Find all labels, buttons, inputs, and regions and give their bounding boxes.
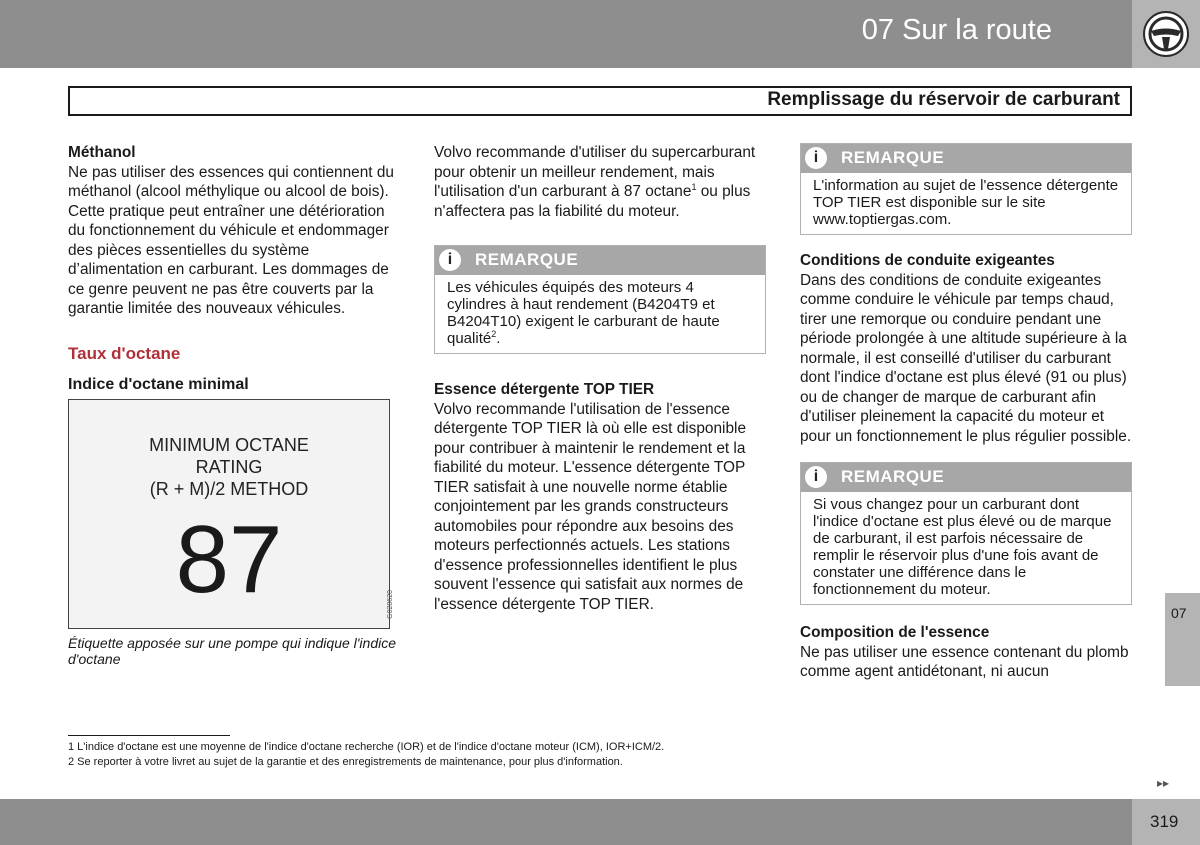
- note-body: Les véhicules équipés des moteurs 4 cylindres à haut rendement (B4204T9 et B4204T10) exigent le carburant de haute qualité$^2$.: [447, 279, 720, 347]
- methanol-text: Ne pas utiliser des essences qui contiennent du méthanol (alcool méthylique ou alcool de bois). Cette pratique peut entraîner une détérioration du fonctionnement du véhicule et endommager des pièces essentielles du système d’alimentation en carburant. Les dommages de ce genre peuvent ne pas être couverts par la garantie limitée des nouveaux véhicules.: [68, 163, 394, 317]
- note-header: [435, 246, 765, 275]
- methanol-heading: Méthanol: [68, 144, 136, 161]
- driving-conditions-heading: Conditions de conduite exigeantes: [800, 252, 1055, 269]
- toptier-heading: Essence détergente TOP TIER: [434, 381, 655, 398]
- note-label: REMARQUE: [841, 467, 945, 486]
- chapter-side-tab: [1165, 593, 1200, 686]
- driving-conditions-text: Dans des conditions de conduite exigeantes comme conduire le véhicule par temps chaud, tirer une remorque ou conduire pendant une période prolongée à une altitude supérieure à la normale, il est conseillé d'utiliser du carburant dont l'indice d'octane est plus élevé (91 ou plus) ou de changer de marque de carburant afin d'utiliser pleinement la capacité du moteur et pour un fonctionnement le plus régulier possible.: [800, 271, 1132, 445]
- section-title-bar: [68, 86, 1132, 116]
- footnote-ref-1: 1: [691, 181, 697, 192]
- octane-heading: Taux d'octane: [68, 343, 181, 363]
- note-body: Si vous changez pour un carburant dont l'indice d'octane est plus élevé ou de marque de carburant, il est parfois nécessaire de remplir le réservoir plus d'une fois avant de constater une différence dans le fonctionnement du moteur.: [813, 496, 1112, 598]
- footnotes: [68, 740, 664, 770]
- note-header: [801, 144, 1131, 173]
- pump-label-line1: MINIMUM OCTANE: [149, 434, 309, 455]
- footnote-ref-2: 2: [491, 329, 497, 339]
- pump-label-octane-number: 87: [175, 505, 283, 613]
- toptier-text: Volvo recommande l'utilisation de l'essence détergente TOP TIER là où elle est disponible pour contribuer à maintenir le rendement et la fiabilité du moteur. L'essence détergente TOP TIER satisfait à une nouvelle norme établie conjointement par les grands constructeurs automobiles pour répondre aux besoins des moteurs perfectionnés actuels. Les stations d'essence professionnelles identifient le plus souvent l'essence qui satisfait aux normes de l'essence détergente TOP TIER.: [434, 400, 747, 613]
- composition-heading: Composition de l'essence: [800, 624, 990, 641]
- next-page-arrow-icon: ▸▸: [1157, 776, 1170, 790]
- pump-label-line2: RATING: [195, 456, 263, 477]
- footnote-2: 2 Se reporter à votre livret au sujet de la garantie et des enregistrements de maintenance, pour plus d'information.: [68, 756, 623, 768]
- page-number: 319: [1150, 812, 1179, 831]
- steering-wheel-icon: [1132, 0, 1200, 68]
- chapter-icon-box: [1132, 0, 1200, 68]
- chapter-title: 07 Sur la route: [861, 14, 1052, 46]
- column-2: [434, 143, 770, 614]
- column-1: [68, 143, 398, 667]
- supercarburant-intro: Volvo recommande d'utiliser du supercarburant pour obtenir un meilleur rendement, mais l'utilisation d'un carburant à 87 octane$^1$ ou plus n'affectera pas la fiabilité du moteur.: [434, 144, 756, 220]
- section-title: Remplissage du réservoir de carburant: [767, 89, 1120, 110]
- note-box-octane-change: [800, 462, 1132, 605]
- chapter-side-tab-label: 07: [1171, 605, 1187, 621]
- column-3: [800, 143, 1132, 682]
- note-header: [801, 463, 1131, 492]
- octane-pump-label: [68, 399, 394, 629]
- note-label: REMARQUE: [475, 250, 579, 269]
- note-body: L'information au sujet de l'essence détergente TOP TIER est disponible sur le site www.toptiergas.com.: [813, 177, 1119, 228]
- info-icon: i: [439, 249, 461, 271]
- pump-label-text: [69, 434, 389, 500]
- pump-label-line3: (R + M)/2 METHOD: [149, 478, 309, 499]
- footnote-1: 1 L'indice d'octane est une moyenne de l'indice d'octane recherche (IOR) et de l'indice d'octane moteur (ICM), IOR+ICM/2.: [68, 741, 665, 753]
- info-icon: i: [805, 147, 827, 169]
- header-band: [0, 0, 1132, 68]
- composition-text: Ne pas utiliser une essence contenant du plomb comme agent antidétonant, ni aucun: [800, 643, 1129, 680]
- note-label: REMARQUE: [841, 148, 945, 167]
- footer-band: [0, 799, 1132, 845]
- info-icon: i: [805, 466, 827, 488]
- note-box-toptier-info: [800, 143, 1132, 235]
- figure-caption: Étiquette apposée sur une pompe qui indique l'indice d'octane: [68, 634, 397, 667]
- pump-label-image-code: G028620: [387, 589, 394, 619]
- note-box-engines: [434, 245, 766, 354]
- octane-min-heading: Indice d'octane minimal: [68, 376, 249, 393]
- footnote-rule: [68, 735, 230, 736]
